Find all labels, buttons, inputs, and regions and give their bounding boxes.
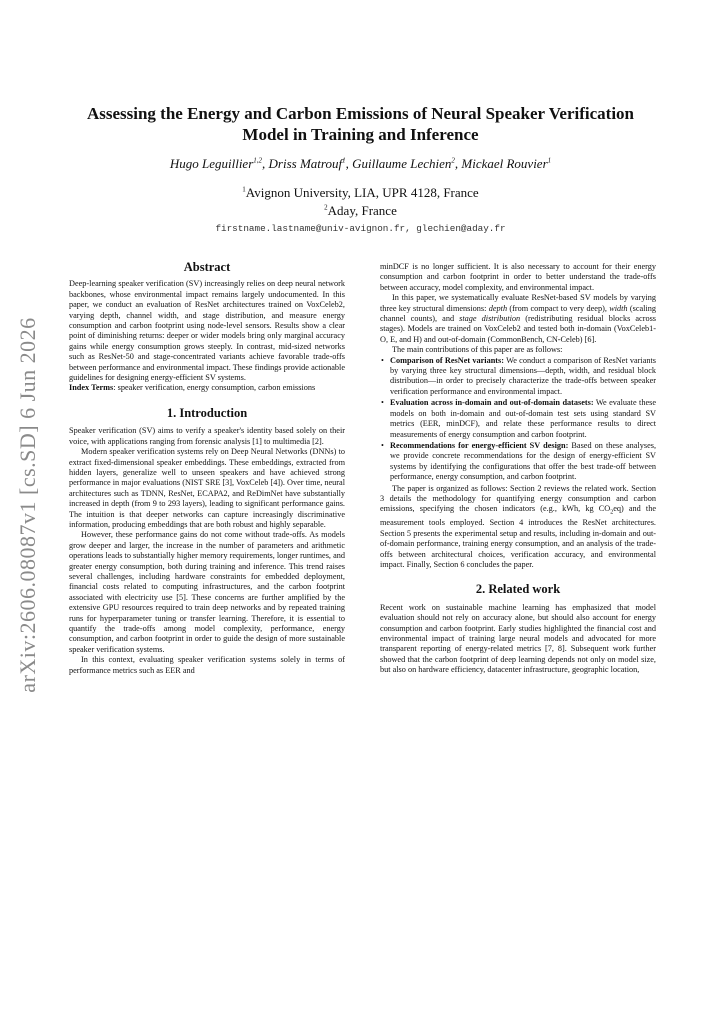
right-column <box>380 262 656 676</box>
list-item: • Recommendations for energy-efficient SV design: Based on these analyses, we provide concrete recommendations for the design of energy-efficient SV systems by identifying the configurations that offer the best trade-off between performance, energy consumption, and carbon footprint. <box>390 441 656 483</box>
left-column <box>69 262 345 676</box>
affiliation-2: $^2$Aday, France <box>324 203 397 218</box>
affiliation-1: $^1$Avignon University, LIA, UPR 4128, France <box>242 185 479 200</box>
list-item: • Comparison of ResNet variants: We conduct a comparison of ResNet variants by varying three key structural dimensions—depth, width, and residual block distribution—in order to precisely characterize the trade-offs between speaker verification performance and environmental impact. <box>390 356 656 398</box>
introduction-heading: 1. Introduction <box>166 405 248 420</box>
abstract-heading: Abstract <box>183 260 231 274</box>
body-paragraph: In this paper, we systematically evaluate ResNet-based SV models by varying three key structural dimensions: depth (from compact to very deep), width (scaling channel counts), and stage distribution (redistributing residual blocks across stages). Models are trained on VoxCeleb2 and tested both in-domain (VoxCeleb1-O, E, and H) and out-of-domain (CommonBench, CN-Celeb) [6]. <box>380 293 656 344</box>
arxiv-sidebar <box>8 300 48 710</box>
intro-paragraph: In this context, evaluating speaker verification systems solely in terms of performance metrics such as EER and <box>69 655 345 675</box>
author-list <box>70 156 651 172</box>
author: Hugo Leguillier$^{1,2}$, <box>169 156 269 171</box>
intro-paragraph: However, these performance gains do not come without trade-offs. As models grow deeper and larger, the increase in the number of parameters and arithmetic operations leads to substantially higher memory requirements, longer runtimes, and greater energy consumption, both during training and inference. This trend raises several challenges, including hardware constraints for embedded deployment, financial costs related to computing infrastructures, and the carbon footprint associated with electricity use [5]. These concerns are further amplified by the extensive GPU resources required to train deep networks and by repeated training runs for hyperparameter tuning or transfer learning. Therefore, it is essential to quantify the trade-offs among model complexity, performance, energy consumption, and carbon footprint in order to guide the design of more sustainable speaker verification systems. <box>69 530 345 654</box>
body-paragraph: The paper is organized as follows: Section 2 reviews the related work. Section 3 details the methodology for quantifying energy consumption and carbon emissions, specifying the chosen indicators (e.g., kWh, kg $CO_2eq$) and the measurement tools employed. Section 4 introduces the ResNet architectures. Section 5 presents the experimental setup and results, including in-domain and out-of-domain performance, training energy consumption, and an analysis of the trade-offs between architectural choices, verification accuracy, and environmental impact. Finally, Section 6 concludes the paper. <box>380 483 656 570</box>
author: Guillaume Lechien$^2$, <box>352 156 462 171</box>
arxiv-identifier: arXiv:2606.08087v1 [cs.SD] 6 Jun 2026 <box>15 317 40 693</box>
index-terms: Index Terms: speaker verification, energy consumption, carbon emissions <box>69 383 316 393</box>
intro-paragraph: Modern speaker verification systems rely on Deep Neural Networks (DNNs) to extract fixed-dimensional speaker embeddings. These embeddings, extracted from hidden layers, generalize well to unseen speakers and have achieved strong performance in major evaluations (NIST SRE [3], VoxCeleb [4]). Over time, neural architectures such as TDNN, ResNet, ECAPA2, and ReDimNet have substantially increased in depth (from 9 to 293 layers), leading to significant performance gains. The intuition is that deeper networks can capture increasingly discriminative information, producing embeddings that are both robust and highly separable. <box>69 447 345 529</box>
abstract-text: Deep-learning speaker verification (SV) increasingly relies on deep neural network backbones, whose environmental impact remains largely undocumented. In this paper, we conduct an evaluation of ResNet architectures trained on VoxCeleb2, varying depth, channel width, and stage distribution, and measure energy consumption and carbon footprint using node-level sensors. Results show a clear point of diminishing returns: deeper or wider models bring only marginal accuracy gains while energy consumption grows steeply. In contrast, mid-sized networks such as ResNet-50 and stage-concentrated variants achieve favorable trade-offs between performance and environmental impact. These findings provide actionable guidelines for designing energy-efficient SV systems. <box>69 279 345 383</box>
contact-email: firstname.lastname@univ-avignon.fr, glechien@aday.fr <box>215 223 506 234</box>
contributions-list <box>380 356 656 483</box>
list-item: • Evaluation across in-domain and out-of-domain datasets: We evaluate these models on both in-domain and out-of-domain test sets using standard SV metrics (EER, minDCF), and relate these performance results to direct measurements of energy consumption and carbon footprint. <box>390 398 656 440</box>
paper-title: Assessing the Energy and Carbon Emissions of Neural Speaker Verification Model in Training and Inference <box>86 104 635 144</box>
related-work-text: Recent work on sustainable machine learning has emphasized that model evaluation should not rely on accuracy alone, but should also account for energy consumption and carbon footprint. Early studies highlighted the financial cost and environmental impact of training large neural models and advocated for more transparent reporting of energy-related metrics [7, 8]. Subsequent work further showed that the carbon footprint of deep learning depends not only on model size, but also on hardware efficiency, datacenter infrastructure, geographic location, <box>380 602 656 675</box>
related-work-heading: 2. Related work <box>475 582 561 597</box>
body-paragraph: minDCF is no longer sufficient. It is also necessary to account for their energy consumption and carbon footprint in order to better understand the trade-offs between accuracy, model complexity, and environmental impact. <box>380 262 656 292</box>
intro-paragraph: Speaker verification (SV) aims to verify a speaker's identity based solely on their voice, with applications ranging from forensic analysis [1] to multimedia [2]. <box>69 426 345 446</box>
author: Driss Matrouf$^1$, <box>268 156 353 171</box>
body-paragraph: The main contributions of this paper are as follows: <box>392 345 563 355</box>
author: Mickael Rouvier$^1$ <box>461 156 552 171</box>
